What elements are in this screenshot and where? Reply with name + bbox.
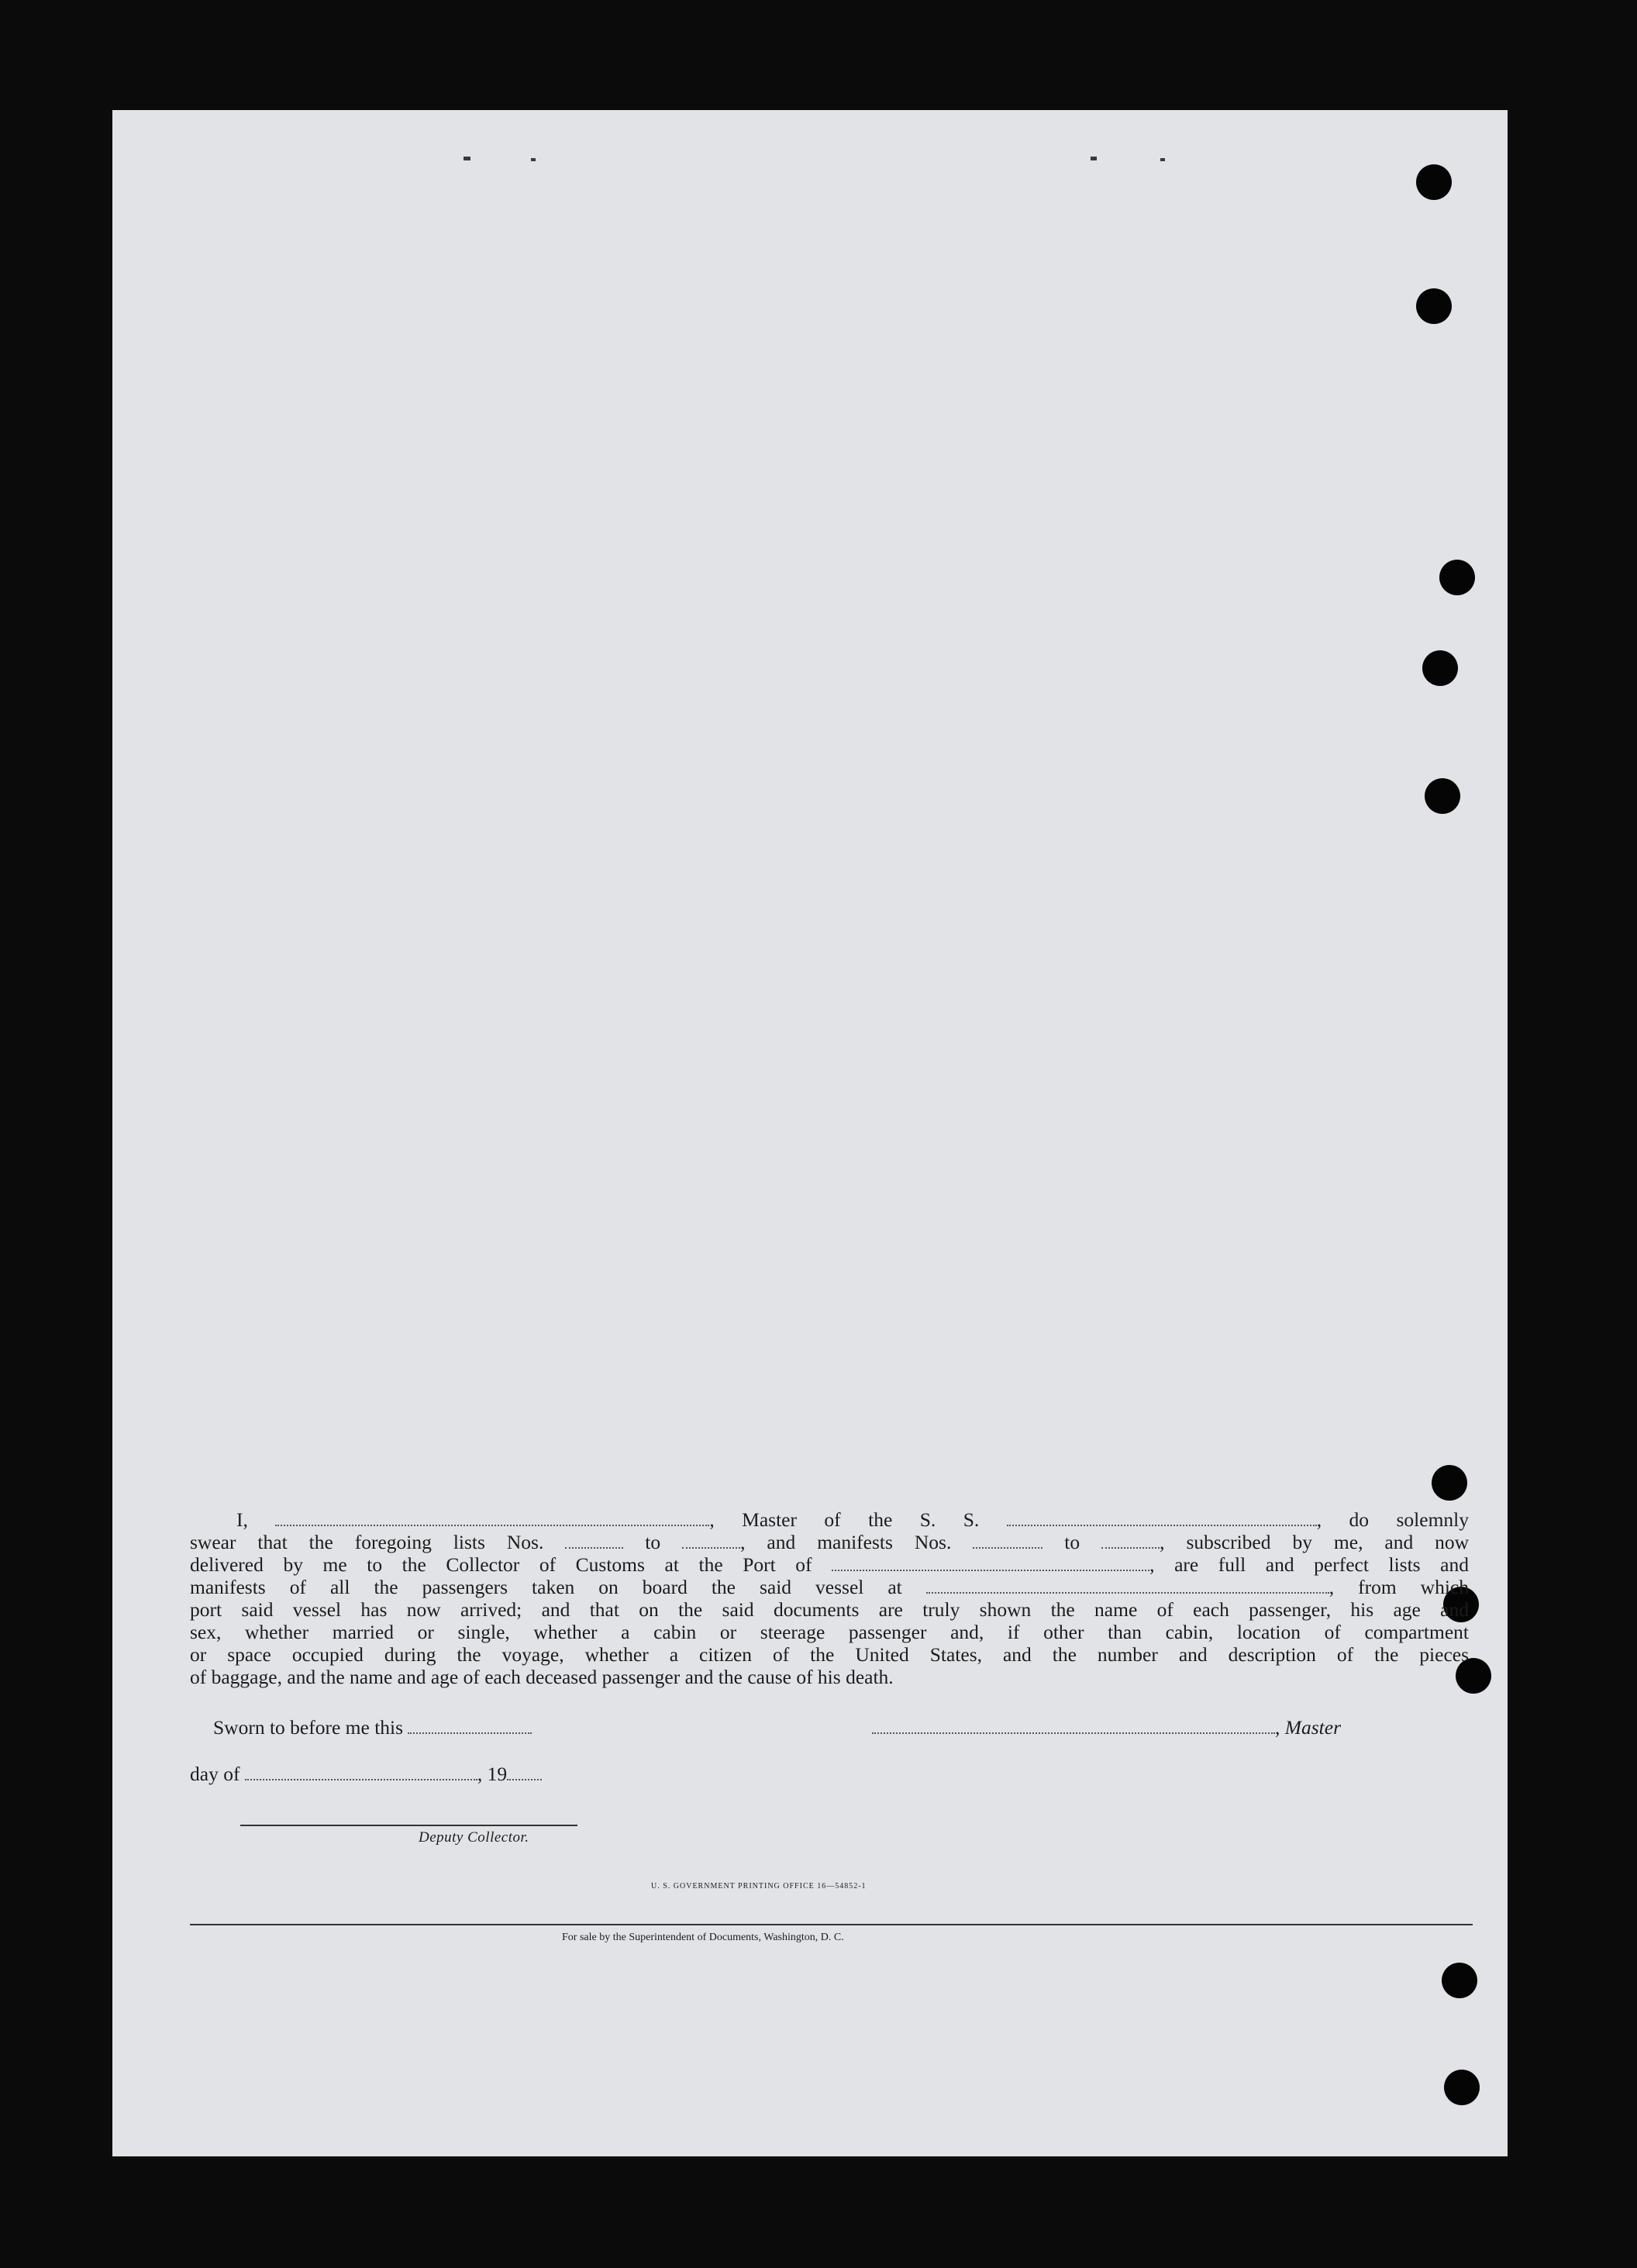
port-blank[interactable] <box>832 1556 1149 1571</box>
sworn-label: Sworn to before me this <box>213 1716 404 1739</box>
oath-are-full: , are full and perfect lists and <box>1149 1553 1469 1576</box>
day-of-label: day of <box>190 1763 240 1785</box>
oath-delivered: delivered by me to the Collector of Customs at the Port of <box>190 1553 812 1576</box>
printing-office-imprint: U. S. GOVERNMENT PRINTING OFFICE 16—54852-1 <box>651 1882 867 1891</box>
speck <box>1160 158 1165 161</box>
oath-paragraph <box>190 1508 1469 1688</box>
year-prefix: , 19 <box>477 1763 508 1785</box>
deputy-signature-line <box>240 1825 577 1826</box>
master-signature-blank[interactable] <box>872 1720 1275 1734</box>
departure-port-blank[interactable] <box>926 1578 1329 1594</box>
oath-manifests: manifests of all the passengers taken on board the said vessel at <box>190 1576 902 1598</box>
deputy-collector-label: Deputy Collector. <box>419 1829 529 1846</box>
oath-line-7: or space occupied during the voyage, whether a citizen of the United States, and the number and description of the pieces <box>190 1643 1469 1666</box>
punch-hole <box>1439 560 1475 595</box>
for-sale-notice: For sale by the Superintendent of Documents, Washington, D. C. <box>562 1932 844 1943</box>
manifests-to-blank[interactable] <box>1101 1533 1160 1549</box>
lists-from-blank[interactable] <box>565 1533 623 1549</box>
year-blank[interactable] <box>507 1766 542 1780</box>
master-label: Master <box>1284 1716 1341 1739</box>
sworn-date-blank[interactable] <box>408 1720 532 1734</box>
lists-to-blank[interactable] <box>682 1533 740 1549</box>
master-name-blank[interactable] <box>275 1511 709 1526</box>
speck <box>464 157 470 160</box>
punch-hole <box>1416 288 1452 324</box>
oath-from-which: , from which <box>1329 1576 1470 1598</box>
oath-to-1: to <box>645 1531 661 1553</box>
punch-hole <box>1416 164 1452 200</box>
punch-hole <box>1442 1963 1477 1998</box>
oath-i: I, <box>236 1508 248 1531</box>
punch-hole <box>1444 2070 1480 2105</box>
punch-hole <box>1432 1465 1467 1501</box>
oath-subscribed: , subscribed by me, and now <box>1160 1531 1470 1553</box>
oath-master-of-ss: , Master of the S. S. <box>709 1508 980 1531</box>
day-of-row <box>190 1763 542 1786</box>
footer-rule <box>190 1924 1473 1925</box>
oath-swear: swear that the foregoing lists Nos. <box>190 1531 544 1553</box>
sworn-row <box>213 1716 532 1739</box>
month-blank[interactable] <box>245 1766 477 1780</box>
oath-to-2: to <box>1064 1531 1080 1553</box>
document-page <box>112 110 1508 2156</box>
oath-line-6: sex, whether married or single, whether a cabin or steerage passenger and, if other than cabin, location of compartment <box>190 1621 1469 1643</box>
punch-hole <box>1422 650 1458 686</box>
punch-hole <box>1425 778 1460 814</box>
speck <box>1091 157 1097 160</box>
oath-line-8: of baggage, and the name and age of each deceased passenger and the cause of his death. <box>190 1666 894 1688</box>
speck <box>531 158 536 161</box>
oath-do-solemnly: , do solemnly <box>1316 1508 1470 1531</box>
oath-and-manifests: , and manifests Nos. <box>740 1531 952 1553</box>
manifests-from-blank[interactable] <box>973 1533 1043 1549</box>
master-signature-row: , Master <box>872 1716 1341 1739</box>
oath-line-5: port said vessel has now arrived; and that on the said documents are truly shown the name of each passenger, his age and <box>190 1598 1469 1621</box>
ship-name-blank[interactable] <box>1007 1511 1317 1526</box>
